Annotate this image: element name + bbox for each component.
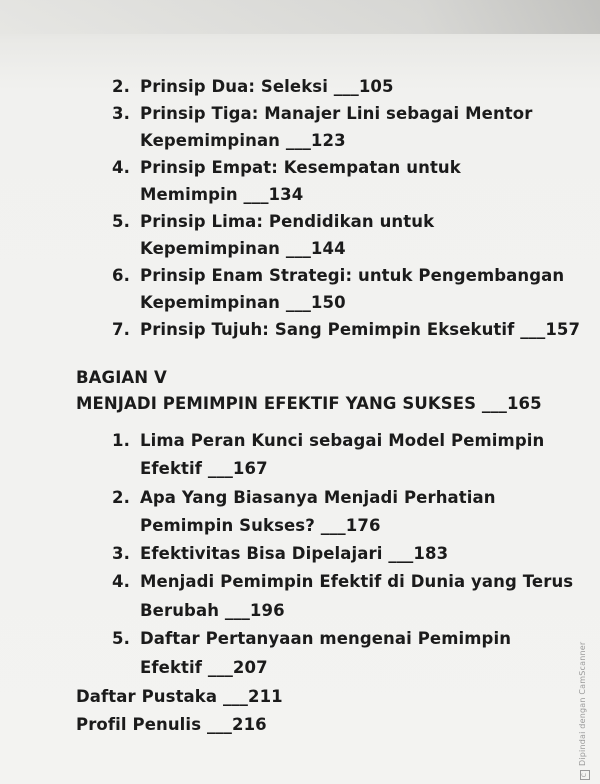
toc-back-matter-item: Daftar Pustaka ___211 xyxy=(76,687,283,706)
item-title: Efektivitas Bisa Dipelajari ___183 xyxy=(140,544,449,563)
item-number: 5. xyxy=(112,212,130,231)
item-number: 4. xyxy=(112,572,130,591)
item-number: 3. xyxy=(112,544,130,563)
item-number: 2. xyxy=(112,77,130,96)
item-title: Apa Yang Biasanya Menjadi Perhatian xyxy=(140,488,496,507)
item-number: 2. xyxy=(112,488,130,507)
item-title-continuation: Efektif ___207 xyxy=(140,658,268,677)
item-title: Daftar Pertanyaan mengenai Pemimpin xyxy=(140,629,512,648)
item-title: Prinsip Lima: Pendidikan untuk xyxy=(140,212,435,231)
item-title-continuation: Pemimpin Sukses? ___176 xyxy=(140,516,381,535)
item-title: Prinsip Empat: Kesempatan untuk xyxy=(140,158,461,177)
item-title-continuation: Berubah ___196 xyxy=(140,601,285,620)
part-label: BAGIAN V xyxy=(76,368,167,387)
item-number: 4. xyxy=(112,158,130,177)
toc-back-matter-item: Profil Penulis ___216 xyxy=(76,715,267,734)
item-title: Prinsip Enam Strategi: untuk Pengembangan xyxy=(140,266,565,285)
item-title-continuation: Kepemimpinan ___144 xyxy=(140,239,346,258)
item-number: 1. xyxy=(112,431,130,450)
item-title: Prinsip Dua: Seleksi ___105 xyxy=(140,77,394,96)
scanner-watermark xyxy=(578,642,590,780)
part-title: MENJADI PEMIMPIN EFEKTIF YANG SUKSES ___165 xyxy=(76,394,542,413)
item-title-continuation: Kepemimpinan ___123 xyxy=(140,131,346,150)
item-number: 3. xyxy=(112,104,130,123)
item-title-continuation: Efektif ___167 xyxy=(140,459,268,478)
item-number: 5. xyxy=(112,629,130,648)
item-number: 6. xyxy=(112,266,130,285)
item-title-continuation: Kepemimpinan ___150 xyxy=(140,293,346,312)
item-title: Lima Peran Kunci sebagai Model Pemimpin xyxy=(140,431,545,450)
item-title-continuation: Memimpin ___134 xyxy=(140,185,304,204)
item-title: Prinsip Tujuh: Sang Pemimpin Eksekutif ___157 xyxy=(140,320,581,339)
watermark-text: Dipindai dengan CamScanner xyxy=(578,641,587,766)
item-number: 7. xyxy=(112,320,130,339)
item-title: Menjadi Pemimpin Efektif di Dunia yang Terus xyxy=(140,572,574,591)
item-title: Prinsip Tiga: Manajer Lini sebagai Mentor xyxy=(140,104,533,123)
camscanner-icon: C xyxy=(580,770,590,780)
